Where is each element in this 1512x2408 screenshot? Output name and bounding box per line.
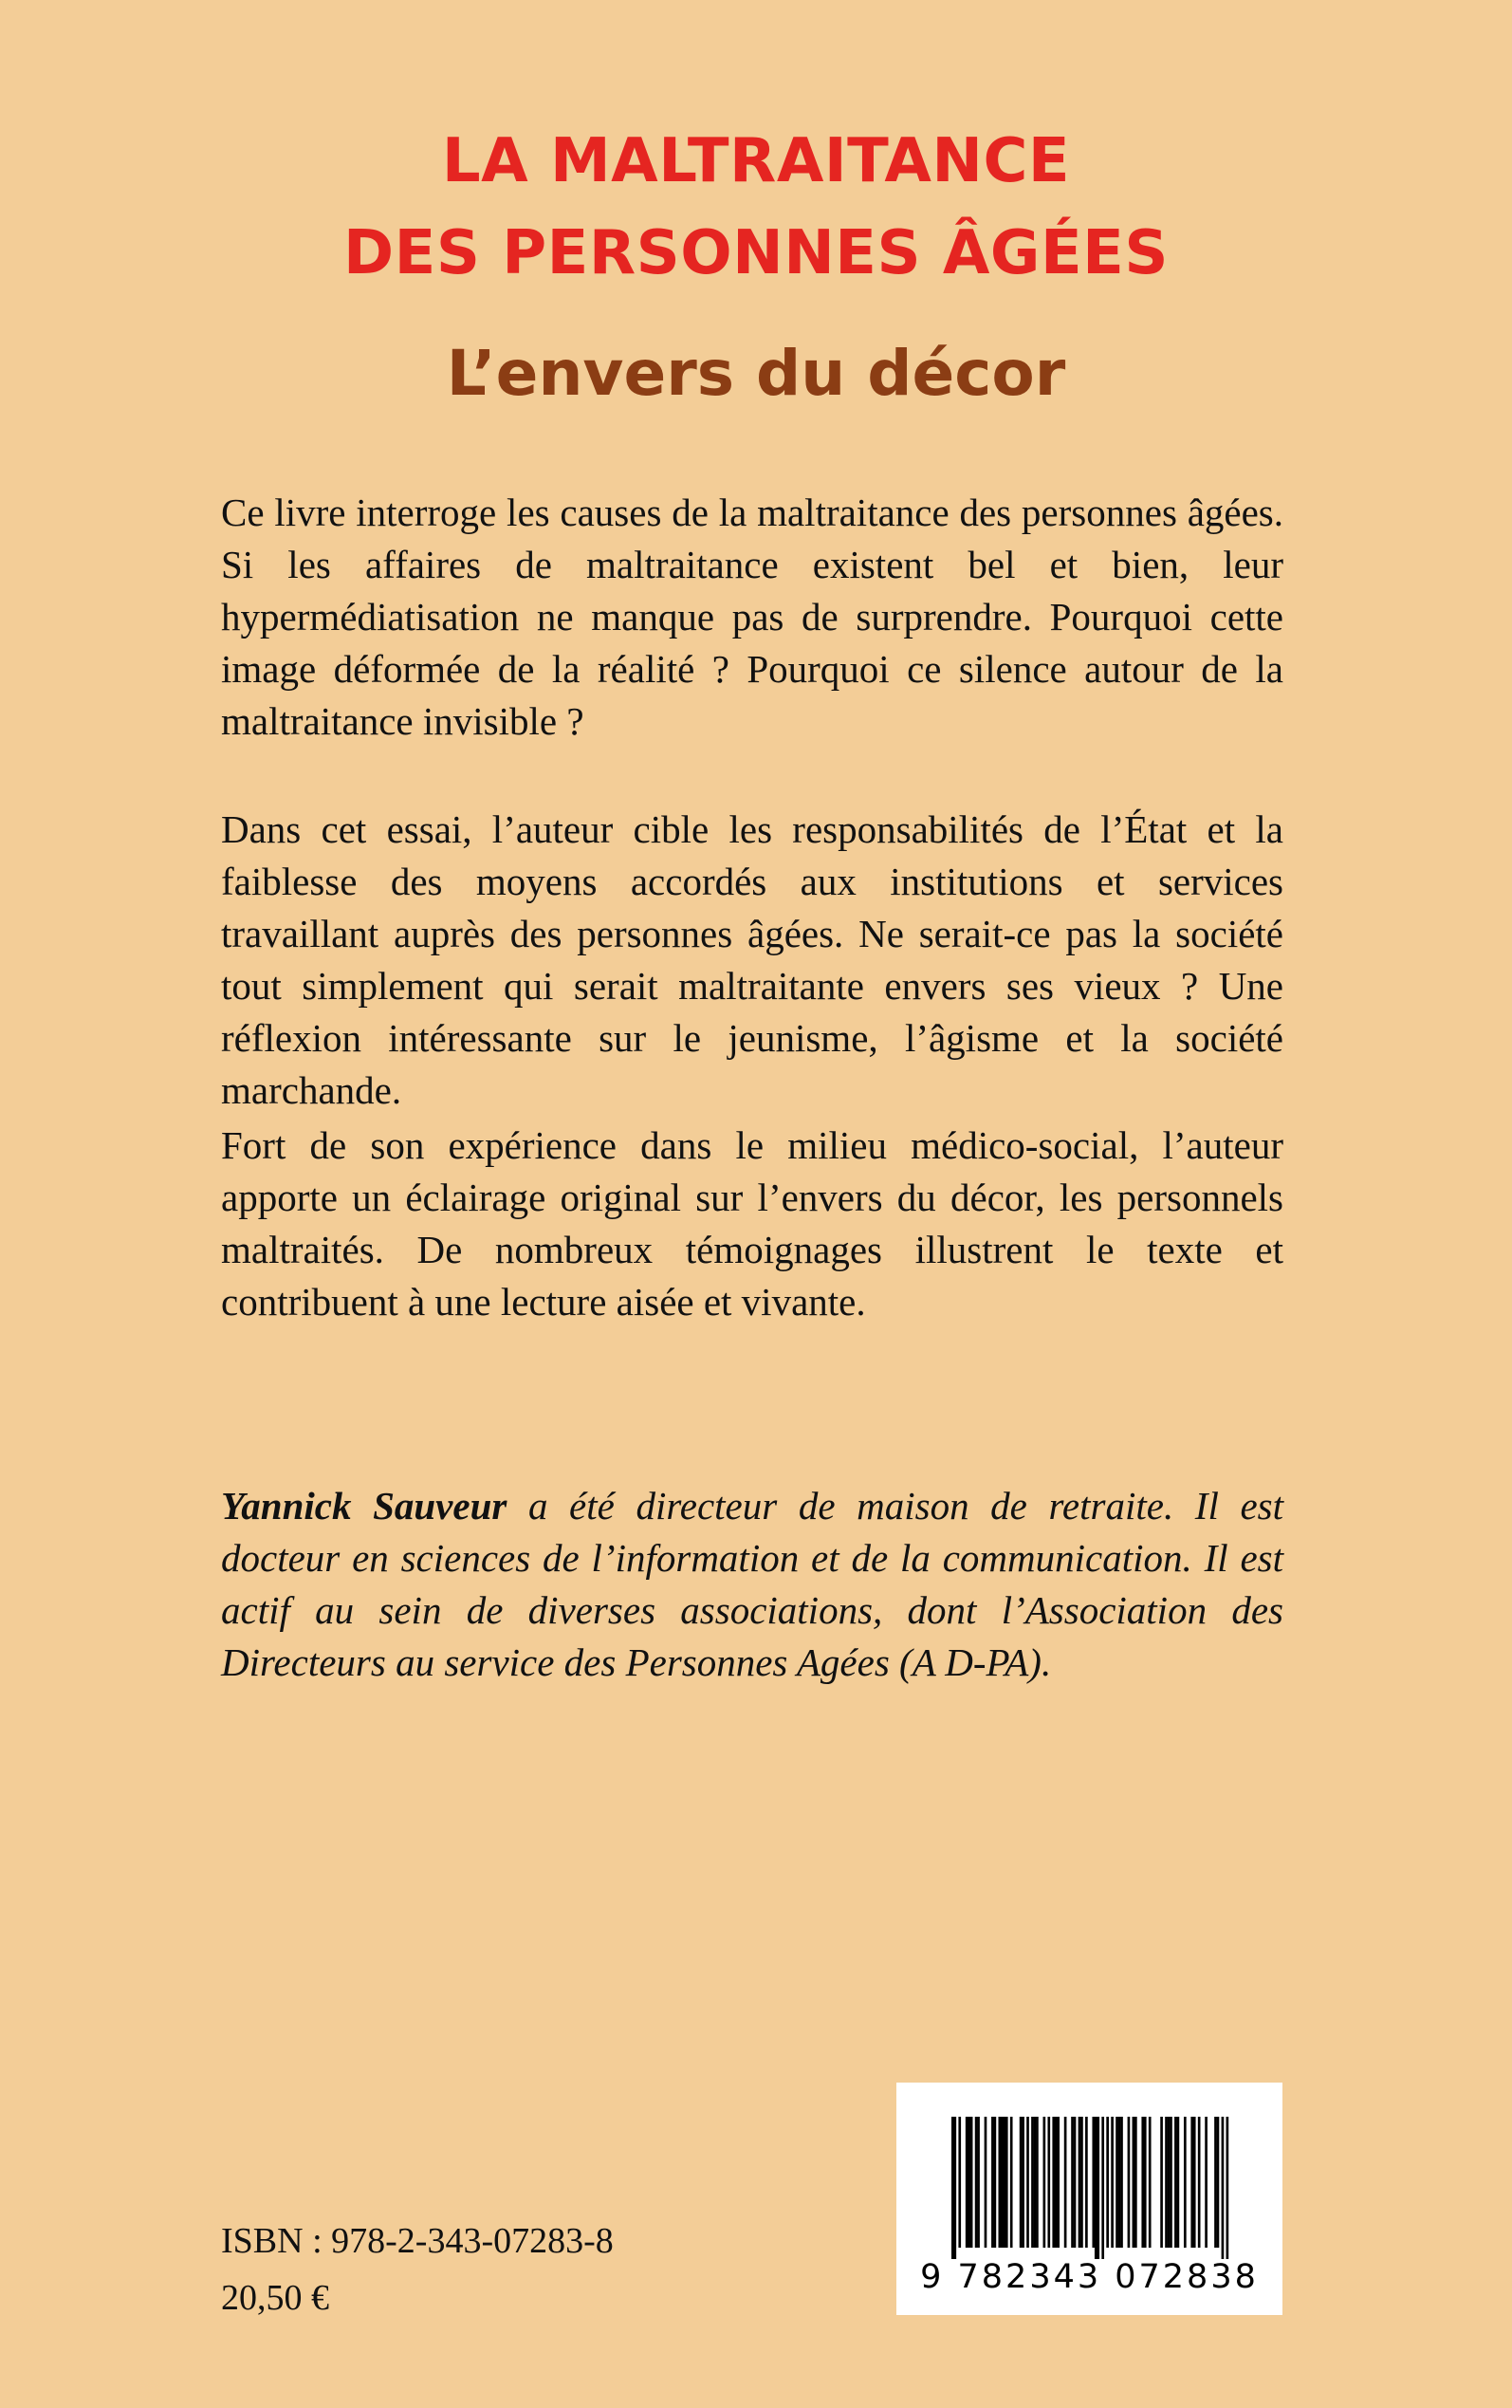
barcode-bar bbox=[1064, 2117, 1067, 2248]
barcode-bar bbox=[977, 2117, 980, 2248]
barcode-bar bbox=[1170, 2117, 1172, 2248]
barcode-bar bbox=[1184, 2117, 1187, 2248]
barcode-bar bbox=[1036, 2117, 1039, 2248]
barcode-bar bbox=[1165, 2117, 1168, 2248]
barcode-bar bbox=[1106, 2117, 1109, 2248]
barcode-bar bbox=[1128, 2117, 1131, 2248]
author-bio-text: a été directeur de maison de retraite. Il est docteur en sciences de l’information et de la communication. Il est actif au sein de diverses associations, dont l’Association des Directeurs au service des Personnes Agées (A D-PA). bbox=[221, 1484, 1284, 1684]
blurb-paragraph-1: Ce livre interroge les causes de la maltraitance des personnes âgées. Si les affaires de maltraitance existent bel et bien, leur hypermédiatisation ne manque pas de surprendre. Pourquoi cette image déformée de la réalité ? Pourquoi ce silence autour de la maltraitance invisible ? bbox=[221, 491, 1283, 743]
barcode-bar bbox=[1222, 2117, 1225, 2259]
barcode-bar bbox=[1031, 2117, 1034, 2248]
barcode-bar bbox=[1085, 2117, 1088, 2248]
barcode-bar bbox=[968, 2117, 970, 2248]
barcode-bar bbox=[1217, 2117, 1220, 2248]
barcode-bar bbox=[1080, 2117, 1083, 2248]
blurb-paragraph-3: Fort de son expérience dans le milieu médico-social, l’auteur apporte un éclairage original sur l’envers du décor, les personnels maltraités. De nombreux témoignages illustrent le texte et contribuent à une lecture aisée et vivante. bbox=[221, 1123, 1283, 1324]
book-title-line-2: DES PERSONNES ÂGÉES bbox=[343, 218, 1169, 288]
barcode-bar bbox=[1010, 2117, 1013, 2248]
barcode-bar bbox=[1133, 2117, 1135, 2248]
barcode-bar bbox=[1226, 2117, 1229, 2259]
barcode-bar bbox=[1034, 2117, 1037, 2248]
barcode-bar bbox=[1095, 2117, 1097, 2259]
blurb-paragraph-2: Dans cet essai, l’auteur cible les responsabilités de l’État et la faiblesse des moyens accordés aux institutions et services travaillant auprès des personnes âgées. Ne serait-ce pas la société tout simplement qui serait maltraitante envers ses vieux ? Une réflexion intéressante sur le jeunisme, l’âgisme et la société marchande. bbox=[221, 807, 1283, 1112]
barcode-bar bbox=[975, 2117, 978, 2248]
barcode-bar bbox=[1116, 2117, 1118, 2248]
barcode-digits: 9 782343 072838 bbox=[920, 2258, 1259, 2296]
barcode-bar bbox=[1149, 2117, 1152, 2248]
isbn: ISBN : 978-2-343-07283-8 bbox=[221, 2221, 614, 2261]
barcode-bar bbox=[991, 2117, 994, 2248]
barcode-bar bbox=[1177, 2117, 1180, 2248]
barcode-bar bbox=[970, 2117, 973, 2248]
barcode-bar bbox=[1205, 2117, 1208, 2248]
barcode-bar bbox=[1052, 2117, 1055, 2248]
barcode-bar bbox=[966, 2117, 968, 2248]
price: 20,50 € bbox=[221, 2278, 329, 2318]
book-title-line-1: LA MALTRAITANCE bbox=[441, 126, 1071, 196]
barcode-bar bbox=[1111, 2117, 1114, 2248]
barcode bbox=[896, 2083, 1282, 2315]
barcode-bar bbox=[985, 2117, 987, 2248]
barcode-bar bbox=[1074, 2117, 1077, 2248]
barcode-bar bbox=[1097, 2117, 1099, 2259]
barcode-bar bbox=[1193, 2117, 1196, 2248]
barcode-bar bbox=[994, 2117, 997, 2248]
barcode-bar bbox=[1043, 2117, 1046, 2248]
barcode-bar bbox=[1057, 2117, 1060, 2248]
barcode-bar bbox=[1120, 2117, 1123, 2248]
barcode-bar bbox=[1092, 2117, 1095, 2248]
barcode-bar bbox=[1144, 2117, 1147, 2248]
barcode-bar bbox=[1160, 2117, 1163, 2248]
barcode-bar bbox=[1022, 2117, 1024, 2248]
barcode-bar bbox=[998, 2117, 1001, 2248]
barcode-bar bbox=[1134, 2117, 1137, 2248]
barcode-bar bbox=[1214, 2117, 1217, 2248]
barcode-bar bbox=[1003, 2117, 1005, 2248]
author-name: Yannick Sauveur bbox=[221, 1484, 507, 1528]
barcode-bar bbox=[953, 2117, 956, 2259]
barcode-bar bbox=[1079, 2117, 1081, 2248]
barcode-bar bbox=[1071, 2117, 1074, 2248]
barcode-bar bbox=[1198, 2117, 1201, 2248]
barcode-bar bbox=[951, 2117, 954, 2259]
barcode-bar bbox=[1190, 2117, 1193, 2248]
barcode-bar bbox=[958, 2117, 961, 2248]
author-bio bbox=[221, 1480, 1283, 1689]
barcode-bar bbox=[1026, 2117, 1029, 2248]
barcode-bar bbox=[1101, 2117, 1104, 2259]
barcode-bar bbox=[1168, 2117, 1171, 2248]
barcode-bar bbox=[1174, 2117, 1177, 2248]
barcode-bar bbox=[1141, 2117, 1144, 2248]
barcode-bar bbox=[1047, 2117, 1050, 2248]
barcode-bar bbox=[1020, 2117, 1023, 2248]
barcode-bar bbox=[1118, 2117, 1121, 2248]
barcode-bar bbox=[1055, 2117, 1058, 2248]
barcode-bar bbox=[1005, 2117, 1008, 2248]
book-subtitle: L’envers du décor bbox=[446, 337, 1066, 410]
barcode-bar bbox=[1001, 2117, 1004, 2248]
